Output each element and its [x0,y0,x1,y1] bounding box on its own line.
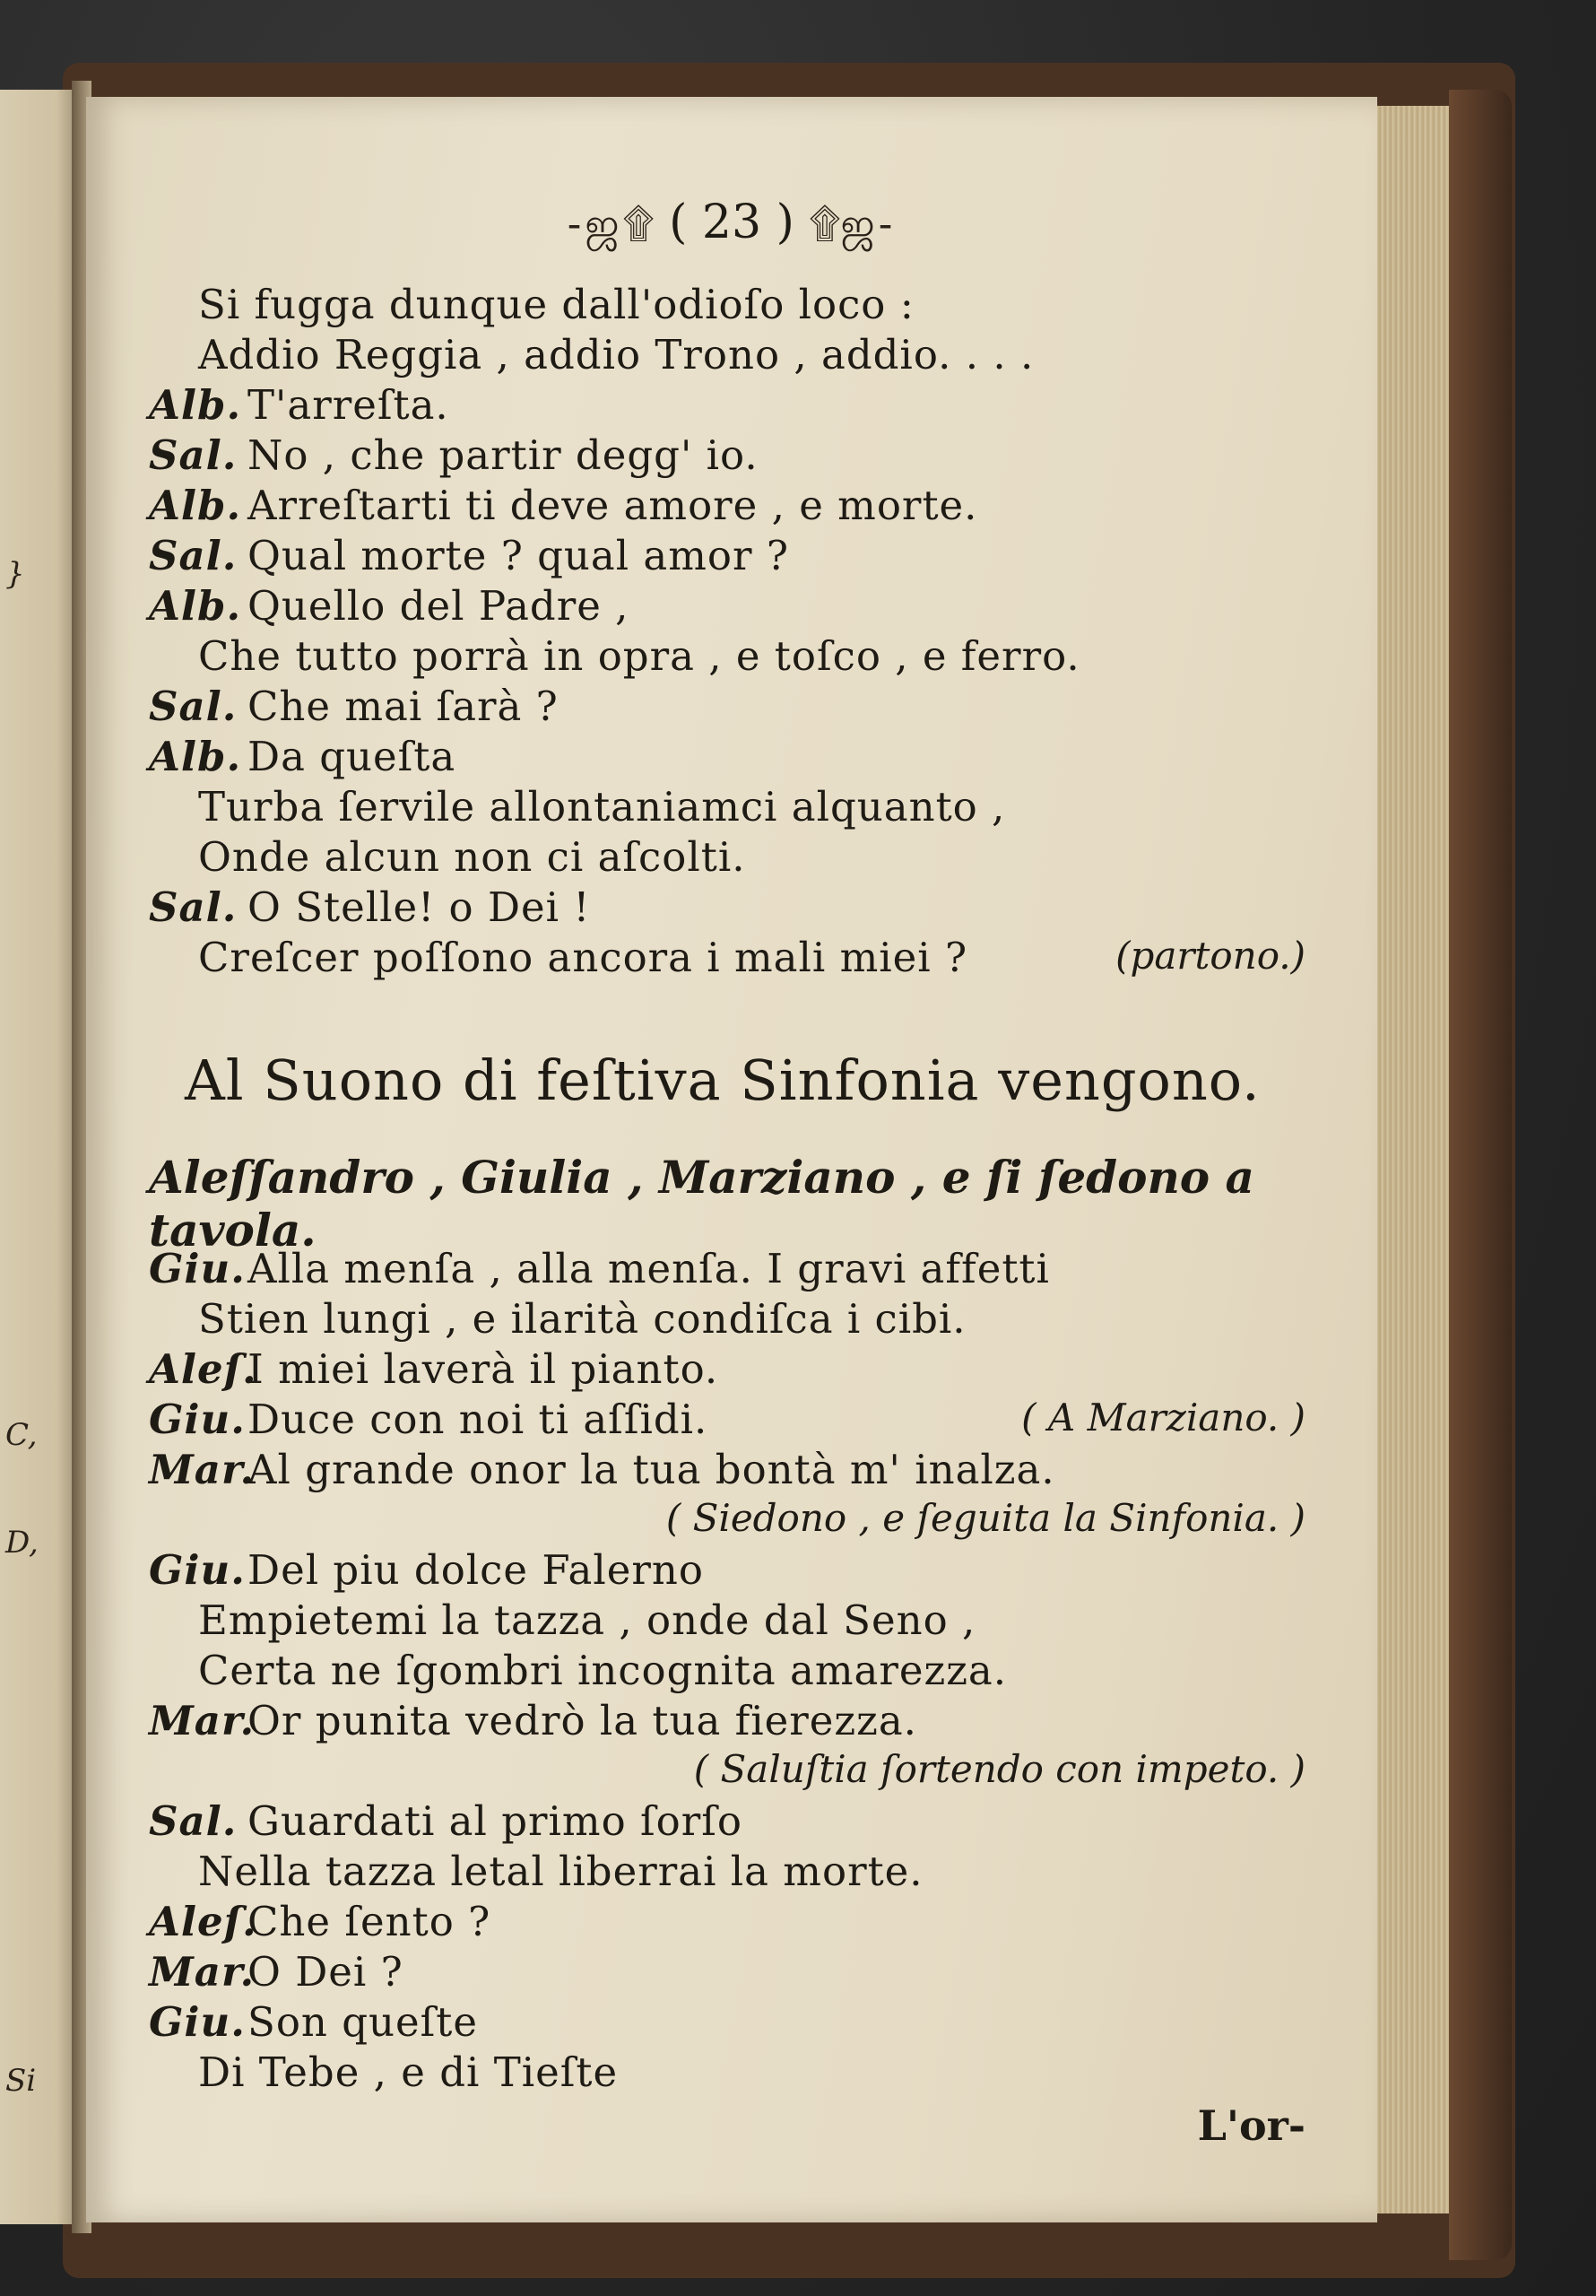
dialogue-line [198,783,1005,831]
line-text: Che mai ſarà ? [247,683,559,730]
speaker-label: Mar. [149,1446,256,1493]
dialogue-line [149,883,590,931]
speaker-label: Alb. [149,582,242,630]
dialogue-line [149,431,759,479]
dialogue-line [198,1848,924,1895]
line-text: Certa ne ſgombri incognita amarezza. [198,1647,1008,1694]
page-edges [1377,106,1454,2213]
dialogue-line [149,1546,704,1594]
dialogue-line [149,733,455,780]
stage-direction: ( A Marziano. ) [1021,1396,1305,1439]
speaker-label: Mar. [149,1948,256,1996]
cover-edge [1449,90,1512,2260]
ornament-left-icon: -ஜ۩ [567,199,655,248]
line-text: Al grande onor la tua bontà m' inalza. [247,1446,1055,1493]
speaker-label: Giu. [149,1546,246,1594]
line-text: Arreſtarti ti deve amore , e morte. [247,482,978,529]
dialogue-line [149,482,977,529]
stage-direction: ( Saluſtia ſortendo con impeto. ) [693,1747,1305,1791]
line-text: Onde alcun non ci aſcolti. [198,833,746,881]
dialogue-line [149,1245,1050,1292]
dialogue-line [198,632,1080,680]
dialogue-line [198,2048,618,2096]
line-text: Che tutto porrà in opra , e toſco , e ferro. [198,632,1080,680]
page-number: ( 23 ) [669,196,794,249]
dialogue-line [149,532,789,579]
line-text: Da queſta [247,733,456,780]
line-text: Addio Reggia , addio Trono , addio. . . . [198,331,1035,378]
speaker-label: Giu. [149,1245,246,1292]
dialogue-line [149,1345,718,1393]
speaker-label: Giu. [149,1998,246,2046]
speaker-label: Sal. [149,431,238,479]
stage-direction: ( Siedono , e ſeguita la Sinfonia. ) [665,1496,1305,1540]
dialogue-line [198,281,915,328]
dialogue-line [198,1295,967,1343]
line-text: Empietemi la tazza , onde dal Seno , [198,1596,976,1644]
speaker-label: Giu. [149,1396,246,1443]
dialogue-line [198,833,746,881]
catchword: L'or- [1197,2101,1305,2150]
line-text: Qual morte ? qual amor ? [247,532,789,579]
scene-heading: Al Suono di feſtiva Sinfonia vengono. [185,1048,1261,1113]
line-text: Duce con noi ti aſſidi. [247,1396,708,1443]
scene-subheading: Aleſſandro , Giulia , Marziano , e ſi ſedono a tavola. [149,1151,1254,1257]
dialogue-line [198,1647,1007,1694]
speaker-label: Sal. [149,683,238,730]
line-text: O Stelle! o Dei ! [247,883,591,931]
speaker-label: Mar. [149,1697,256,1744]
line-text: Si fugga dunque dall'odioſo loco : [198,281,915,328]
page-content [86,97,1377,2222]
line-text: Alla menſa , alla menſa. I gravi affetti [247,1245,1050,1292]
dialogue-line [149,1697,917,1744]
left-page-edge [0,90,81,2224]
ornament-right-icon: ۩ஜ- [809,199,897,248]
line-text: Stien lungi , e ilarità condiſca i cibi. [198,1295,967,1343]
line-text: Guardati al primo ſorſo [247,1797,742,1845]
line-text: T'arreſta. [247,381,449,429]
dialogue-line [198,934,967,981]
line-text: Di Tebe , e di Tieſte [198,2048,619,2096]
line-text: Nella tazza letal liberrai la morte. [198,1848,924,1895]
edge-fragment: D, [5,1525,39,1561]
edge-fragment: } [5,556,25,592]
line-text: Creſcer poſſono ancora i mali miei ? [198,934,968,981]
dialogue-line [149,1998,478,2046]
line-text: I miei laverà il pianto. [247,1345,719,1393]
speaker-label: Alb. [149,381,242,429]
dialogue-line [149,683,559,730]
speaker-label: Aleſ. [149,1345,257,1393]
speaker-label: Sal. [149,883,238,931]
dialogue-line [149,1797,742,1845]
dialogue-line [149,1948,403,1996]
speaker-label: Aleſ. [149,1898,257,1945]
dialogue-line [198,331,1034,378]
dialogue-line [149,1898,490,1945]
page-header [86,196,1377,254]
speaker-label: Alb. [149,733,242,780]
edge-fragment: Si [5,2063,37,2099]
line-text: Turba ſervile allontaniamci alquanto , [198,783,1006,831]
stage-direction: (partono.) [1115,934,1305,978]
dialogue-line [149,381,449,429]
line-text: Che ſento ? [247,1898,491,1945]
line-text: Quello del Padre , [247,582,629,630]
line-text: Del piu dolce Falerno [247,1546,704,1594]
speaker-label: Sal. [149,532,238,579]
dialogue-line [149,1396,707,1443]
line-text: No , che partir degg' io. [247,431,759,479]
line-text: O Dei ? [247,1948,403,1996]
edge-fragment: C, [5,1417,38,1453]
dialogue-line [198,1596,976,1644]
line-text: Or punita vedrò la tua fierezza. [247,1697,917,1744]
speaker-label: Alb. [149,482,242,529]
dialogue-line [149,1446,1055,1493]
dialogue-line [149,582,629,630]
speaker-label: Sal. [149,1797,238,1845]
line-text: Son queſte [247,1998,478,2046]
